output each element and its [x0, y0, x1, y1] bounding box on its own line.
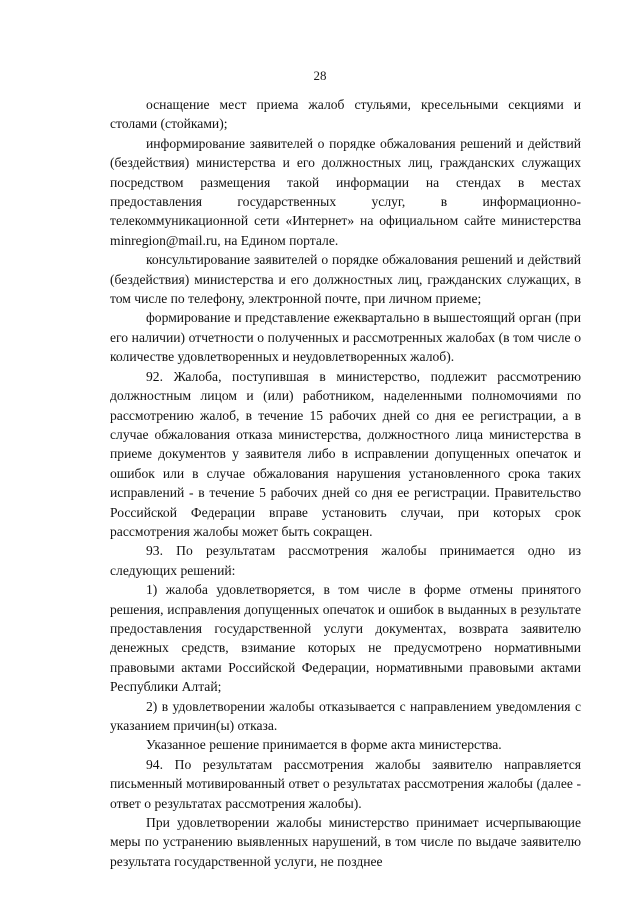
paragraph-equipment: оснащение мест приема жалоб стульями, кресельными секциями и столами (стойками);	[110, 97, 581, 132]
paragraph-consulting: консультирование заявителей о порядке обжалования решений и действий (бездействия) министерства и его должностных лиц, гражданских служащих, в том числе по телефону, электронной почте, при личном приеме;	[110, 252, 581, 307]
paragraph-satisfaction: При удовлетворении жалобы министерство принимает исчерпывающие меры по устранению выявленных нарушений, в том числе по выдаче заявителю результата государственной услуги, не позднее	[110, 815, 581, 869]
paragraph-decision-form: Указанное решение принимается в форме акта министерства.	[146, 737, 502, 753]
paragraph-92: 92. Жалоба, поступившая в министерство, подлежит рассмотрению должностным лицом и (или) работником, наделенными полномочиями по рассмотрению жалоб, в течение 15 рабочих дней со дня ее регистрации, а в случае обжалования отказа министерства, должностного лица министерства в приеме документов у заявителя либо в исправлении допущенных опечаток и ошибок или в случае обжалования нарушения установленного срока таких исправлений - в течение 5 рабочих дней со дня ее регистрации. Правительство Российской Федерации вправе установить случаи, при которых срок рассмотрения жалобы может быть сокращен.	[110, 368, 581, 539]
paragraph-93: 93. По результатам рассмотрения жалобы принимается одно из следующих решений:	[110, 543, 581, 578]
paragraph-94: 94. По результатам рассмотрения жалобы заявителю направляется письменный мотивированный ответ о результатах рассмотрения жалобы (далее - ответ о результатах рассмотрения жалобы).	[110, 756, 581, 811]
page-number: 28	[313, 68, 327, 83]
paragraph-informing: информирование заявителей о порядке обжалования решений и действий (бездействия) министерства и его должностных лиц, гражданских служащих посредством размещения такой информации на стендах в местах предоставления государственных услуг, в информационно-телекоммуникационной сети «Интернет» на официальном сайте министерства minregion@mail.ru, на Едином портале.	[110, 135, 581, 248]
paragraph-93-item-1: 1) жалоба удовлетворяется, в том числе в форме отмены принятого решения, исправления допущенных опечаток и ошибок в выданных в результате предоставления государственной услуги документах, возврата заявителю денежных средств, взимание которых не предусмотрено нормативными правовыми актами Российской Федерации, нормативными правовыми актами Республики Алтай;	[110, 582, 581, 695]
document-body	[110, 95, 581, 871]
paragraph-reporting: формирование и представление ежеквартально в вышестоящий орган (при его наличии) отчетности о полученных и рассмотренных жалобах (в том числе о количестве удовлетворенных и неудовлетворенных жалоб).	[110, 310, 581, 365]
paragraph-93-item-2: 2) в удовлетворении жалобы отказывается с направлением уведомления с указанием причин(ы) отказа.	[110, 698, 581, 733]
